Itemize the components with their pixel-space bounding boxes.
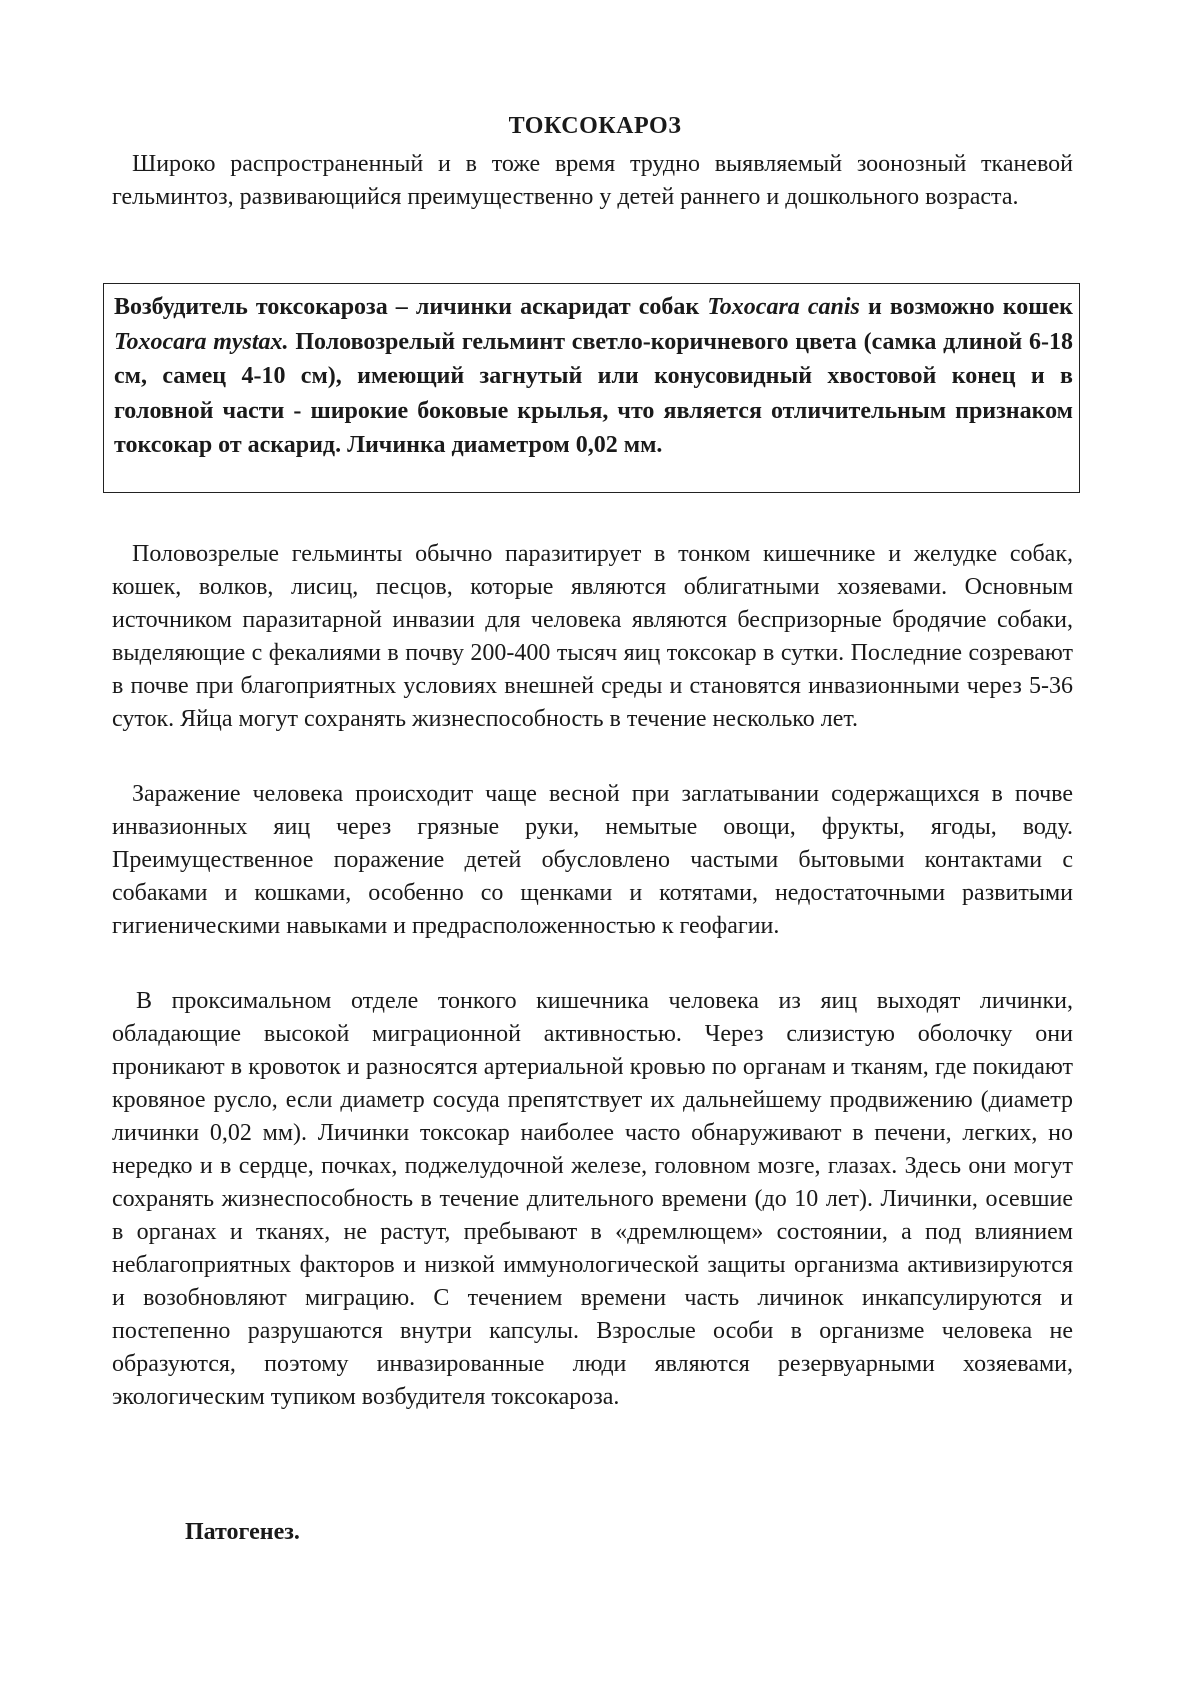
section-heading-pathogenesis: Патогенез. (185, 1519, 300, 1545)
pathogen-text-2: и возможно кошек (859, 294, 1073, 320)
paragraph-lifecycle (112, 538, 1073, 736)
species-name-canis: Toxocara canis (707, 294, 860, 320)
paragraph-migration (112, 985, 1073, 1414)
species-name-mystax: Toxocara mystax. (114, 328, 289, 355)
paragraph-migration-text: В проксимальном отделе тонкого кишечника человека из яиц выходят личинки, обладающие высокой миграционной активностью. Через слизистую оболочку они проникают в кровоток и разносятся артериальной кровью по органам и тканям, где покидают кровяное русло, если диаметр сосуда препятствует их дальнейшему продвижению (диаметр личинки 0,02 мм). Личинки токсокар наиболее часто обнаруживают в печени, легких, но нередко и в сердце, почках, поджелудочной железе, головном мозге, глазах. Здесь они могут сохранять жизнеспособность в течение длительного времени (до 10 лет). Личинки, осевшие в органах и тканях, не растут, пребывают в «дремлющем» состоянии, а под влиянием неблагоприятных факторов и низкой иммунологической защиты организма активизируются и возобновляют миграцию. С течением времени часть личинок инкапсулируются и постепенно разрушаются внутри капсулы. Взрослые особи в организме человека не образуются, поэтому инвазированные люди являются резервуарными хозяевами, экологическим тупиком возбудителя токсокароза. (112, 988, 1073, 1410)
paragraph-lifecycle-text: Половозрелые гельминты обычно паразитирует в тонком кишечнике и желудке собак, кошек, волков, лисиц, песцов, которые являются облигатными хозяевами. Основным источником паразитарной инвазии для человека являются беспризорные бродячие собаки, выделяющие с фекалиями в почву 200-400 тысяч яиц токсокар в сутки. Последние созревают в почве при благоприятных условиях внешней среды и становятся инвазионными через 5-36 суток. Яйца могут сохранять жизнеспособность в течение несколько лет. (112, 541, 1073, 732)
pathogen-text-1: Возбудитель токсокароза – личинки аскаридат собак (114, 294, 708, 320)
intro-text: Широко распространенный и в тоже время трудно выявляемый зоонозный тканевой гельминтоз, развивающийся преимущественно у детей раннего и дошкольного возраста. (112, 151, 1073, 210)
paragraph-infection (112, 778, 1073, 943)
intro-paragraph (112, 148, 1073, 214)
pathogen-description (114, 290, 1073, 463)
document-title: ТОКСОКАРОЗ (508, 113, 682, 139)
pathogen-text-3: Половозрелый гельминт светло-коричневого цвета (самка длиной 6-18 см, самец 4-10 см), имеющий загнутый или конусовидный хвостовой конец и в головной части - широкие боковые крылья, что является отличительным признаком токсокар от аскарид. Личинка диаметром 0,02 мм. (114, 328, 1073, 458)
paragraph-infection-text: Заражение человека происходит чаще весной при заглатывании содержащихся в почве инвазионных яиц через грязные руки, немытые овощи, фрукты, ягоды, воду. Преимущественное поражение детей обусловлено частыми бытовыми контактами с собаками и кошками, особенно со щенками и котятами, недостаточными развитыми гигиеническими навыками и предрасположенностью к геофагии. (112, 781, 1073, 939)
